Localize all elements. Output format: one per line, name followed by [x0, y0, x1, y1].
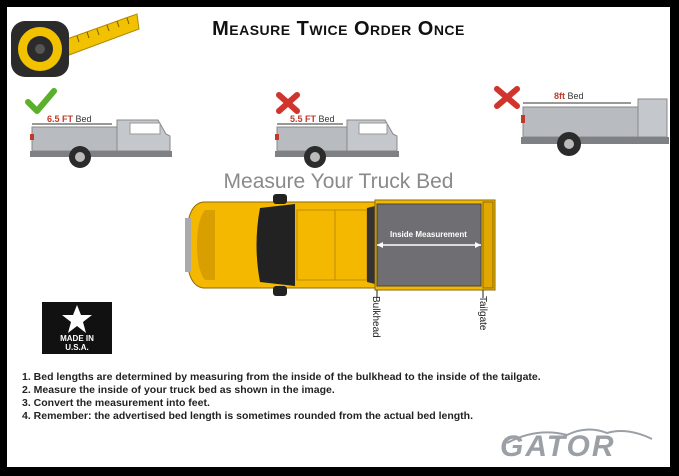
bed-size-label: 8ft Bed — [554, 91, 584, 101]
instruction-item: 2. Measure the inside of your truck bed as shown in the image. — [22, 384, 335, 396]
badge-line-2: U.S.A. — [65, 343, 89, 352]
gator-logo: GATOR — [500, 430, 616, 463]
bed-size-label: 5.5 FT Bed — [290, 114, 335, 124]
pickup-side-icon — [521, 89, 669, 157]
truck-option-3 — [492, 79, 670, 159]
diagram-heading: Measure Your Truck Bed — [223, 170, 454, 193]
truck-option-2 — [272, 87, 422, 167]
truck-option-1 — [22, 87, 172, 167]
page-title: Measure Twice Order Once — [212, 18, 465, 40]
bed-size-label: 6.5 FT Bed — [47, 114, 92, 124]
truck-topview-diagram — [185, 190, 500, 300]
cross-icon — [493, 85, 521, 111]
bulkhead-label: Bulkhead — [370, 296, 381, 338]
instruction-item: 1. Bed lengths are determined by measuring from the inside of the bulkhead to the inside of the tailgate. — [22, 371, 541, 383]
star-icon — [60, 304, 94, 334]
instruction-item: 3. Convert the measurement into feet. — [22, 397, 210, 409]
pickup-side-icon — [30, 112, 175, 172]
made-in-usa-badge — [42, 302, 112, 354]
instruction-item: 4. Remember: the advertised bed length is sometimes rounded from the actual bed length. — [22, 410, 474, 422]
tailgate-label: Tailgate — [477, 296, 488, 331]
pickup-side-icon — [275, 112, 400, 172]
infographic-panel — [7, 7, 670, 467]
badge-line-1: MADE IN — [60, 334, 94, 343]
instructions-list — [22, 371, 541, 423]
inside-measurement-label: Inside Measurement — [390, 230, 467, 239]
